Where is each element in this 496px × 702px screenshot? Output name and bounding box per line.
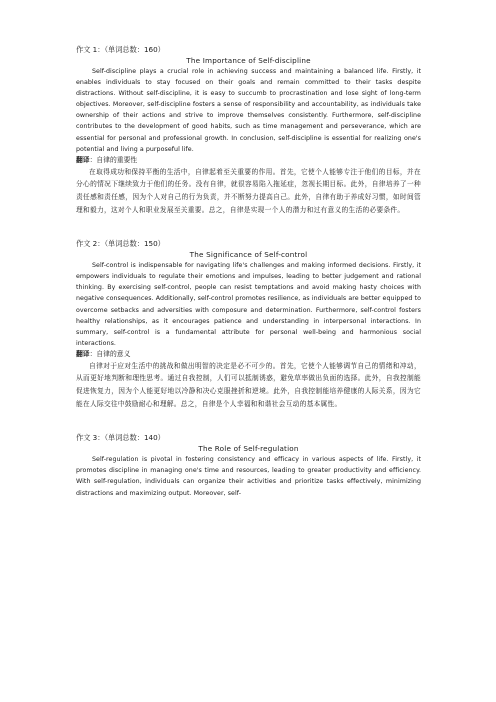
essay-chinese-text: 在取得成功和保持平衡的生活中，自律起着至关重要的作用。首先，它使个人能够专注于他们的目标，并在分心的情况下继续致力于他们的任务。没有自律，就很容易陷入拖延症，忽视长期目标。此外，自律培养了一种责任感和责任感，因为个人对自己的行为负责，并不断努力提高自己。此外，自律有助于养成好习惯，如时间管理和毅力，这对个人和职业发展至关重要。总之，自律是实现一个人的潜力和过有意义的生活的必要条件。	[76, 167, 421, 214]
essay-1	[76, 44, 421, 216]
essay-english-text: Self-regulation is pivotal in fostering consistency and efficacy in various aspects of life. Firstly, it promotes discipline in managing one's time and resources, leading to greater productivity and efficiency. With self-regulation, individuals can organize their activities and prioritize tasks effectively, minimizing distractions and maximizing output. Moreover, self-	[76, 456, 421, 497]
translation-label-bold: 翻译	[76, 349, 90, 358]
essay-english-text: Self-control is indispensable for navigating life's challenges and making informed decisions. Firstly, it empowers individuals to regulate their emotions and impulses, leading to better judgement and rational thinking. By exercising self-control, people can resist temptations and avoid making hasty choices with negative consequences. Additionally, self-control promotes resilience, as individuals are better equipped to overcome setbacks and adversities with composure and determination. Furthermore, self-control fosters healthy relationships, as it encourages patience and understanding in interpersonal interactions. In summary, self-control is a fundamental attribute for personal well-being and harmonious social interactions.	[76, 262, 421, 347]
essay-chinese-text: 自律对于应对生活中的挑战和做出明智的决定是必不可少的。首先，它使个人能够调节自己的情绪和冲动，从而更好地判断和理性思考。通过自我控制，人们可以抵制诱惑，避免草率做出负面的选择。此外，自我控制能促进恢复力，因为个人能更好地以冷静和决心克服挫折和逆境。此外，自我控制能培养健康的人际关系，因为它能在人际交往中鼓励耐心和理解。总之，自律是个人幸福和和谐社会互动的基本属性。	[76, 361, 421, 408]
translation-label-bold: 翻译	[76, 155, 90, 164]
translation-title: ：自律的意义	[89, 349, 131, 358]
translation-label	[76, 155, 421, 166]
essay-2	[76, 238, 421, 410]
translation-label	[76, 349, 421, 360]
essay-english-text: Self-discipline plays a crucial role in achieving success and maintaining a balanced life. Firstly, it enables individuals to stay focused on their goals and remain committed to their tasks despite distractions. Without self-discipline, it is easy to succumb to procrastination and lose sight of long-term objectives. Moreover, self-discipline fosters a sense of responsibility and accountability, as individuals take ownership of their actions and strive to improve themselves consistently. Furthermore, self-discipline contributes to the development of good habits, such as time management and perseverance, which are essential for personal and professional growth. In conclusion, self-discipline is essential for realizing one's potential and living a purposeful life.	[76, 68, 421, 153]
essay-title: The Importance of Self-discipline	[186, 56, 311, 65]
essay-3	[76, 432, 421, 498]
essay-meta: 作文 2：（单词总数：150）	[76, 239, 165, 249]
translation-title: ：自律的重要性	[89, 155, 138, 164]
essay-meta: 作文 3：（单词总数：140）	[76, 433, 165, 443]
essay-meta: 作文 1：（单词总数：160）	[76, 45, 165, 54]
essay-title: The Role of Self-regulation	[198, 444, 299, 454]
document-page	[76, 44, 421, 521]
essay-title: The Significance of Self-control	[189, 250, 308, 260]
